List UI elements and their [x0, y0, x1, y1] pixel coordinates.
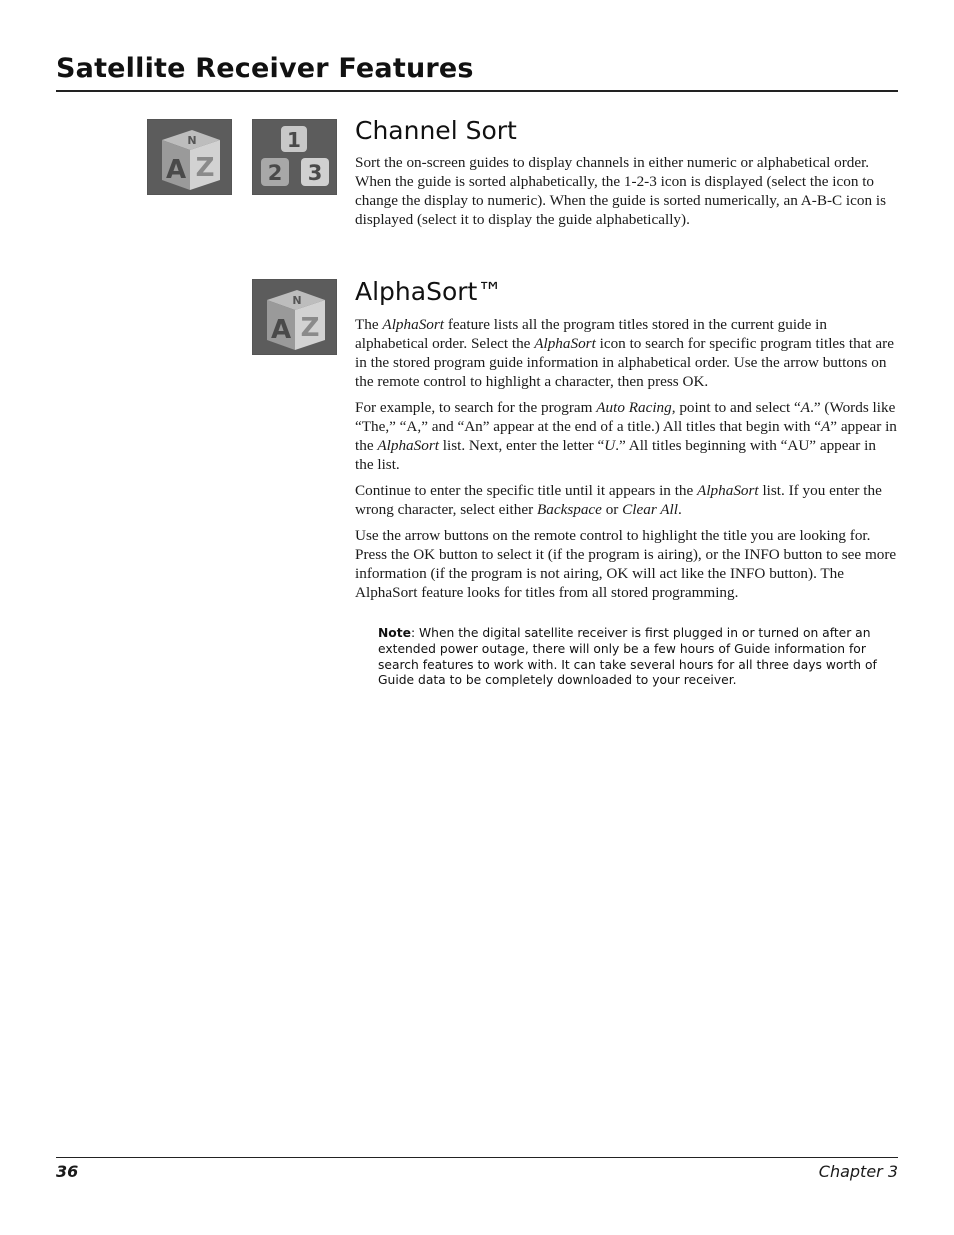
alphasort-paragraph-3: Continue to enter the specific title until it appears in the AlphaSort list. If you enter the wrong character, select either Backspace or Clear All. [355, 482, 882, 518]
alphasort-body [355, 315, 897, 609]
chapter-label: Chapter 3 [818, 1162, 898, 1181]
alphasort-icon [252, 279, 337, 355]
svg-text:2: 2 [267, 161, 283, 185]
svg-text:A: A [270, 315, 292, 345]
alphasort-heading: AlphaSort™ [355, 277, 503, 306]
alphasort-paragraph-2: For example, to search for the program Auto Racing, point to and select “A.” (Words like “The,” “A,” and “An” appear at the end of a title.) All titles that begin with “A” appear in the AlphaSort list. Next, enter the letter “U.” All titles beginning with “AU” appear in the list. [355, 399, 897, 473]
svg-text:N: N [187, 134, 197, 147]
alphasort-paragraph-1: The AlphaSort feature lists all the program titles stored in the current guide in alphabetical order. Select the AlphaSort icon to search for specific program titles that are in the stored program guide information in alphabetical order. Use the arrow buttons on the remote control to highlight a character, then press OK. [355, 316, 894, 390]
svg-text:Z: Z [195, 153, 215, 183]
svg-text:3: 3 [307, 161, 323, 185]
channel-sort-body [355, 153, 895, 236]
svg-text:Z: Z [300, 313, 320, 343]
svg-text:A: A [165, 155, 187, 185]
page-header [56, 52, 898, 92]
channel-sort-heading: Channel Sort [355, 116, 517, 145]
page-title: Satellite Receiver Features [56, 53, 474, 84]
numeric-sort-icon [252, 119, 337, 195]
note-label: Note [378, 626, 411, 640]
page-footer [56, 1157, 898, 1188]
svg-text:N: N [292, 294, 302, 307]
az-sort-icon [147, 119, 232, 195]
alphasort-paragraph-4: Use the arrow buttons on the remote control to highlight the title you are looking for. Press the OK button to select it (if the program is airing), or the INFO button to see more information (if the program is not airing, OK will act like the INFO button). The AlphaSort feature looks for titles from all stored programming. [355, 527, 897, 601]
svg-text:1: 1 [287, 128, 301, 152]
page-number: 36 [56, 1162, 79, 1181]
note-block [378, 626, 890, 689]
note-text: : When the digital satellite receiver is first plugged in or turned on after an extended power outage, there will only be a few hours of Guide information for search features to work with. It can take several hours for all three days worth of Guide data to be completely downloaded to your receiver. [378, 626, 877, 688]
channel-sort-paragraph: Sort the on-screen guides to display channels in either numeric or alphabetical order. When the guide is sorted alphabetically, the 1-2-3 icon is displayed (select the icon to change the display to numeric). When the guide is sorted numerically, an A-B-C icon is displayed (select it to display the guide alphabetically). [355, 154, 887, 228]
